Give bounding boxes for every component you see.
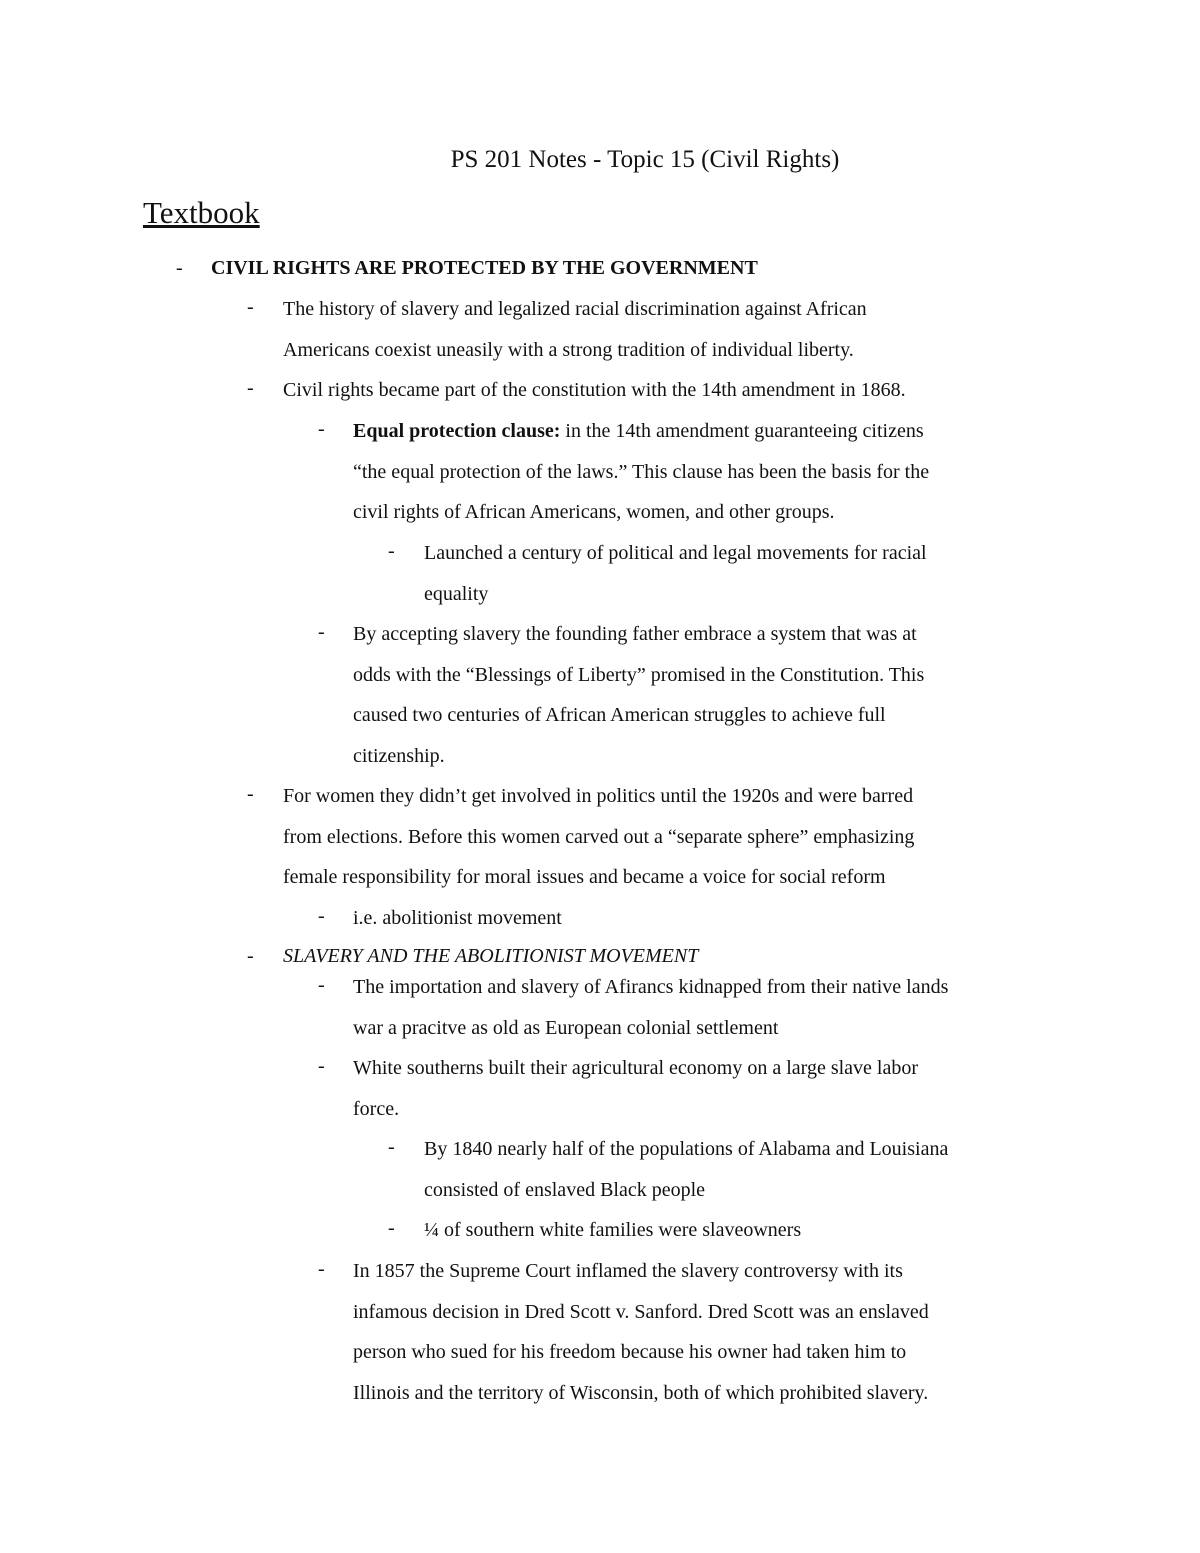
- bullet-founding-fathers: [353, 614, 924, 776]
- bullet-dash: -: [247, 296, 254, 318]
- bullet-dash: -: [388, 540, 395, 562]
- line: citizenship.: [353, 744, 445, 767]
- bullet-equal-protection-clause: [353, 411, 929, 533]
- line: war a pracitve as old as European colonial settlement: [353, 1016, 779, 1039]
- line: consisted of enslaved Black people: [424, 1178, 706, 1201]
- term-equal-protection: Equal protection clause:: [353, 420, 561, 442]
- line: female responsibility for moral issues and became a voice for social reform: [283, 866, 886, 889]
- term-definition: in the 14th amendment guaranteeing citizens: [560, 420, 924, 442]
- bullet-dash: -: [318, 974, 325, 996]
- bullet-southern-economy: [353, 1048, 918, 1129]
- line: from elections. Before this women carved out a “separate sphere” emphasizing: [283, 825, 915, 848]
- bullet-dash: -: [247, 377, 254, 399]
- line: civil rights of African Americans, women, and other groups.: [353, 501, 835, 524]
- bullet-civil-rights-protected: CIVIL RIGHTS ARE PROTECTED BY THE GOVERNMENT: [211, 257, 758, 279]
- bullet-dash: -: [247, 783, 254, 805]
- bullet-dash: -: [388, 1217, 395, 1239]
- line: caused two centuries of African American struggles to achieve full: [353, 704, 886, 727]
- line: “the equal protection of the laws.” This clause has been the basis for the: [353, 460, 930, 483]
- line: For women they didn’t get involved in politics until the 1920s and were barred: [283, 785, 914, 807]
- bullet-importation-slavery: [353, 967, 948, 1048]
- line: [353, 411, 929, 452]
- bullet-dash: -: [318, 1055, 325, 1077]
- line: The history of slavery and legalized racial discrimination against African: [283, 298, 867, 320]
- bullet-dash: -: [318, 1258, 325, 1280]
- line: force.: [353, 1097, 400, 1120]
- bullet-abolitionist-example: i.e. abolitionist movement: [353, 907, 562, 929]
- line: The importation and slavery of Afirancs kidnapped from their native lands: [353, 976, 949, 998]
- bullet-dash: -: [247, 945, 254, 967]
- bullet-1840-populations: [424, 1129, 948, 1210]
- bullet-dash: -: [388, 1136, 395, 1158]
- line: Launched a century of political and legal movements for racial: [424, 542, 927, 564]
- bullet-slavery-abolitionist-movement: SLAVERY AND THE ABOLITIONIST MOVEMENT: [283, 945, 699, 967]
- line: In 1857 the Supreme Court inflamed the slavery controversy with its: [353, 1260, 903, 1282]
- line: Americans coexist uneasily with a strong tradition of individual liberty.: [283, 338, 854, 361]
- bullet-dred-scott: [353, 1251, 929, 1413]
- bullet-dash: -: [318, 905, 325, 927]
- bullet-dash: -: [318, 418, 325, 440]
- line: By accepting slavery the founding father embrace a system that was at: [353, 623, 917, 645]
- page-title: PS 201 Notes - Topic 15 (Civil Rights): [450, 146, 840, 173]
- line: equality: [424, 582, 489, 605]
- bullet-dash: -: [176, 257, 183, 279]
- bullet-century-of-movements: [424, 533, 927, 614]
- line: By 1840 nearly half of the populations of Alabama and Louisiana: [424, 1138, 949, 1160]
- bullet-14th-amendment: Civil rights became part of the constitution with the 14th amendment in 1868.: [283, 379, 906, 401]
- bullet-women-politics: [283, 776, 914, 898]
- line: Illinois and the territory of Wisconsin, both of which prohibited slavery.: [353, 1381, 929, 1404]
- bullet-quarter-slaveowners: ¼ of southern white families were slaveowners: [424, 1219, 802, 1241]
- bullet-history-of-slavery: [283, 289, 867, 370]
- line: odds with the “Blessings of Liberty” promised in the Constitution. This: [353, 663, 925, 686]
- line: infamous decision in Dred Scott v. Sanford. Dred Scott was an enslaved: [353, 1300, 929, 1323]
- line: person who sued for his freedom because his owner had taken him to: [353, 1341, 907, 1364]
- line: White southerns built their agricultural economy on a large slave labor: [353, 1057, 919, 1079]
- section-heading: Textbook: [143, 195, 260, 230]
- bullet-dash: -: [318, 621, 325, 643]
